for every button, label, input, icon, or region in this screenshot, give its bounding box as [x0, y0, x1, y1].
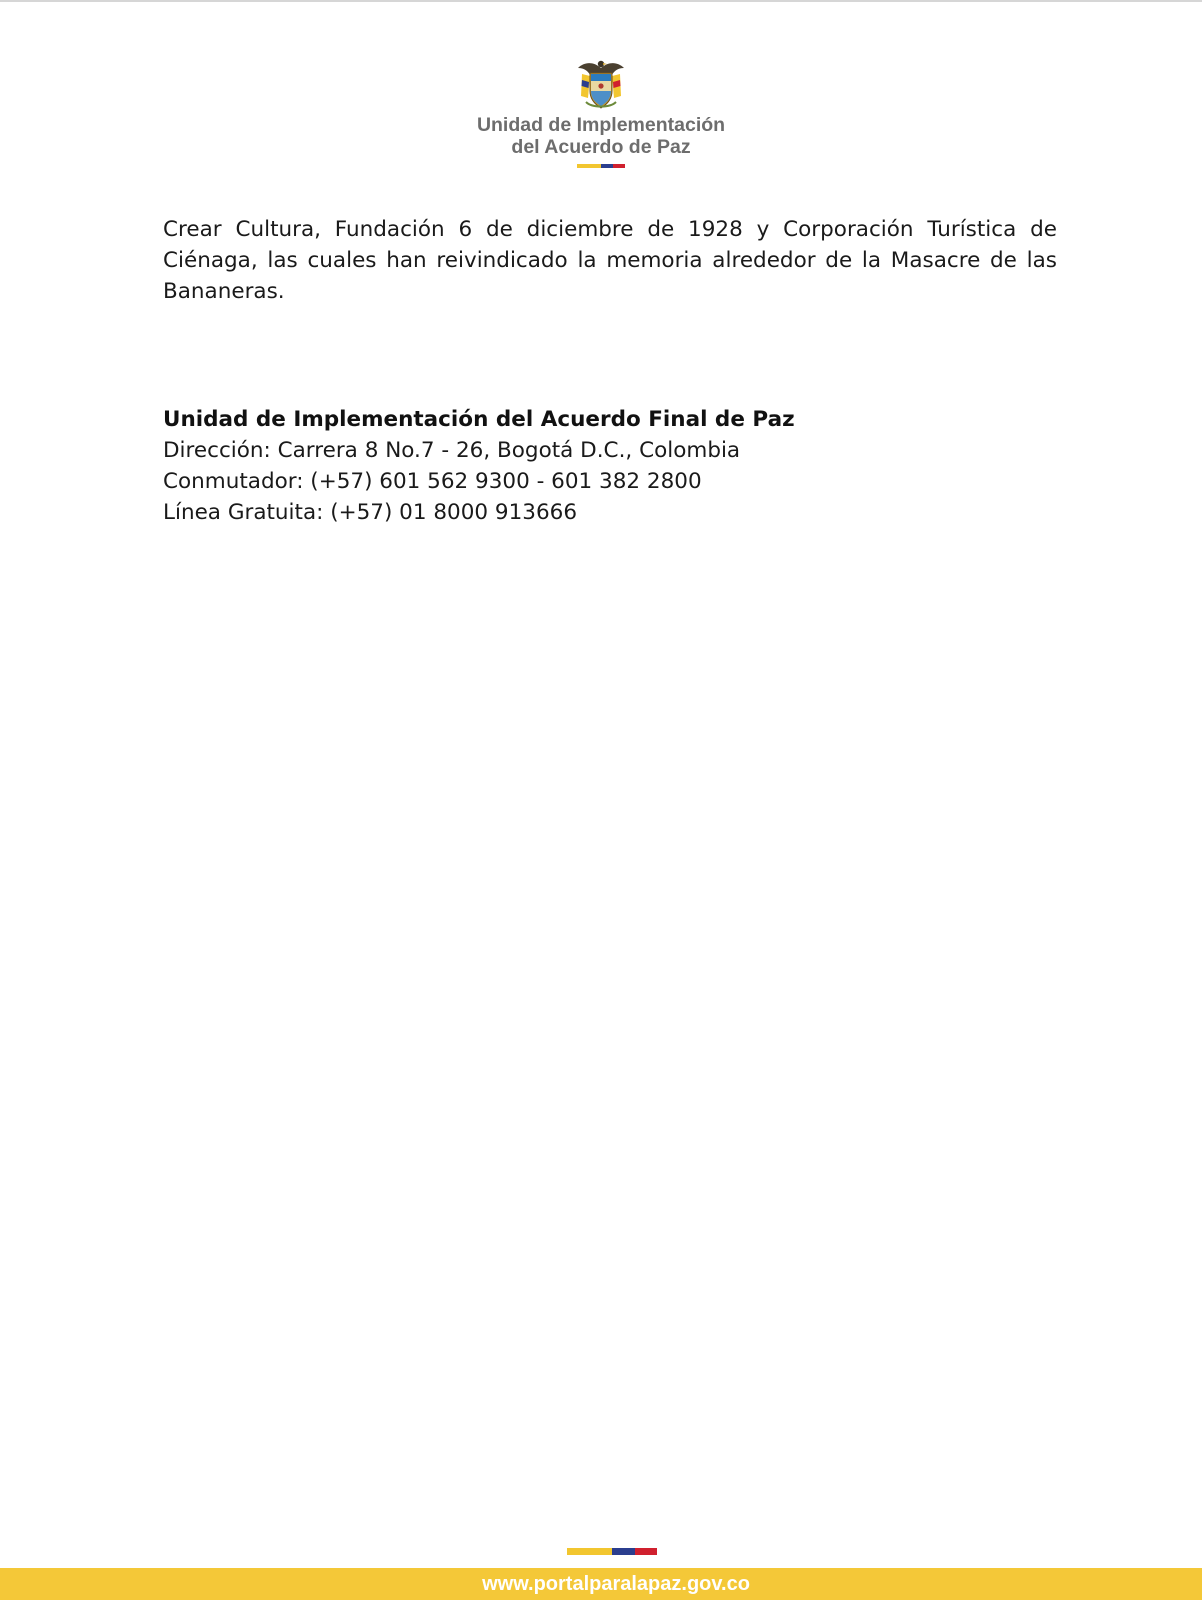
body-paragraph: Crear Cultura, Fundación 6 de diciembre de 1928 y Corporación Turística de Ciénaga, las cuales han reivindicado la memoria alrededor de la Masacre de las Bananeras.: [163, 217, 1057, 304]
contact-switchboard: Conmutador: (+57) 601 562 9300 - 601 382 2800: [163, 469, 702, 494]
org-name-line-1: Unidad de Implementación: [476, 114, 726, 136]
header-flag-stripe: [577, 164, 625, 168]
footer-flag-stripe: [567, 1548, 657, 1555]
footer-website-link[interactable]: www.portalparalapaz.gov.co: [482, 1573, 750, 1595]
footer-band: [0, 1568, 1202, 1600]
org-name-line-2: del Acuerdo de Paz: [511, 136, 691, 158]
contact-block: [163, 404, 1057, 528]
letterhead: [0, 58, 1202, 168]
contact-address: Dirección: Carrera 8 No.7 - 26, Bogotá D.C., Colombia: [163, 438, 741, 463]
top-border: [0, 0, 1202, 2]
colombia-coat-of-arms-icon: [576, 58, 626, 112]
contact-toll-free: Línea Gratuita: (+57) 01 8000 913666: [163, 500, 578, 525]
contact-org-name: Unidad de Implementación del Acuerdo Final de Paz: [163, 407, 795, 432]
